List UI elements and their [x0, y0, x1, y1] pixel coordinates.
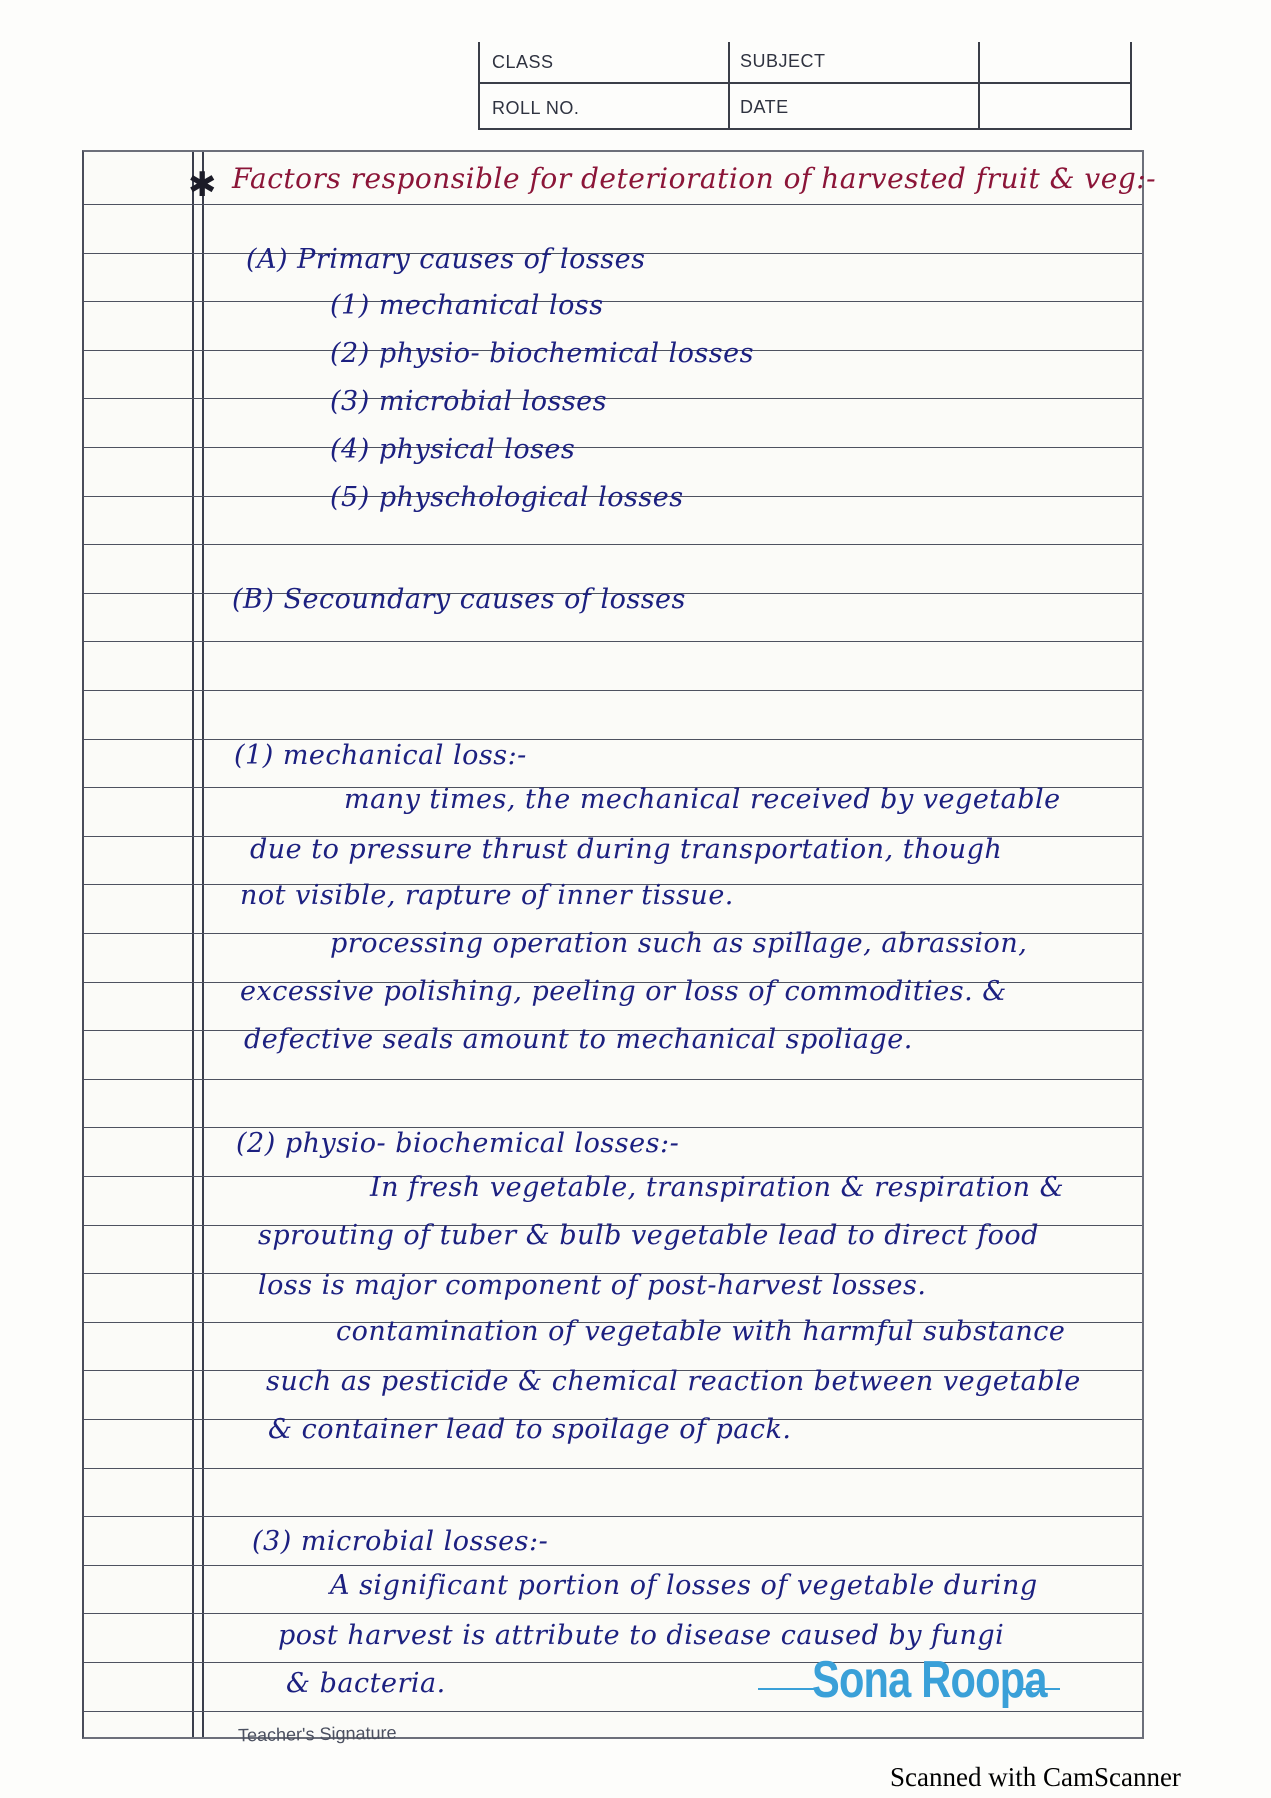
- signature-stamp: Sona Roopa: [812, 1651, 1047, 1709]
- header-divider: [978, 42, 980, 128]
- paragraph-line: & bacteria.: [286, 1668, 446, 1699]
- ruled-line: [84, 641, 1142, 642]
- stamp-rule: [1022, 1688, 1060, 1690]
- scanner-watermark: Scanned with CamScanner: [890, 1762, 1181, 1792]
- margin-line: [192, 152, 194, 1737]
- paragraph-line: post harvest is attribute to disease caused by fungi: [278, 1620, 1005, 1651]
- ruled-line: [84, 204, 1142, 205]
- list-item: (4) physical loses: [330, 434, 576, 465]
- ruled-line: [84, 1613, 1142, 1614]
- roll-number-label: ROLL NO.: [492, 98, 580, 118]
- ruled-line: [84, 447, 1142, 448]
- paragraph-line: loss is major component of post-harvest losses.: [258, 1270, 927, 1301]
- stamp-rule: [758, 1688, 814, 1690]
- header-divider: [480, 82, 1130, 84]
- ruled-line: [84, 301, 1142, 302]
- list-item: (2) physio- biochemical losses: [330, 338, 754, 369]
- list-item: (1) mechanical loss: [330, 290, 604, 321]
- date-label: DATE: [740, 97, 789, 117]
- subject-label: SUBJECT: [740, 51, 826, 71]
- section-heading-physio: (2) physio- biochemical losses:-: [236, 1128, 680, 1159]
- class-label: CLASS: [492, 52, 554, 72]
- margin-line: [202, 152, 204, 1737]
- ruled-line: [84, 1079, 1142, 1080]
- ruled-line: [84, 544, 1142, 545]
- paragraph-line: due to pressure thrust during transportation, though: [250, 834, 1003, 865]
- paragraph-line: In fresh vegetable, transpiration & respiration &: [370, 1172, 1065, 1203]
- header-box: [478, 42, 1132, 130]
- paragraph-line: processing operation such as spillage, abrassion,: [330, 928, 1028, 959]
- ruled-line: [84, 690, 1142, 691]
- section-heading-primary: (A) Primary causes of losses: [246, 244, 646, 275]
- ruled-line: [84, 1516, 1142, 1517]
- paragraph-line: sprouting of tuber & bulb vegetable lead to direct food: [258, 1220, 1039, 1251]
- paragraph-line: A significant portion of losses of vegetable during: [330, 1570, 1038, 1601]
- ruled-line: [84, 1468, 1142, 1469]
- section-heading-microbial: (3) microbial losses:-: [252, 1526, 549, 1557]
- header-divider: [728, 42, 730, 128]
- ruled-line: [84, 1565, 1142, 1566]
- list-item: (3) microbial losses: [330, 386, 608, 417]
- section-heading-secondary: (B) Secoundary causes of losses: [232, 584, 686, 615]
- teacher-signature-label: Teacher's Signature: [237, 1722, 397, 1746]
- paragraph-line: excessive polishing, peeling or loss of commodities. &: [240, 976, 1007, 1007]
- page-title: Factors responsible for deterioration of harvested fruit & veg:-: [232, 162, 1157, 195]
- paragraph-line: defective seals amount to mechanical spoliage.: [244, 1024, 913, 1055]
- section-heading-mechanical: (1) mechanical loss:-: [234, 740, 527, 771]
- paragraph-line: contamination of vegetable with harmful substance: [336, 1316, 1066, 1347]
- paragraph-line: such as pesticide & chemical reaction between vegetable: [266, 1366, 1081, 1397]
- ruled-line: [84, 398, 1142, 399]
- asterisk-icon: ✱: [188, 165, 217, 205]
- paragraph-line: many times, the mechanical received by vegetable: [344, 784, 1061, 815]
- paragraph-line: & container lead to spoilage of pack.: [268, 1414, 792, 1445]
- list-item: (5) physchological losses: [330, 482, 684, 513]
- ruled-line: [84, 1711, 1142, 1712]
- paragraph-line: not visible, rapture of inner tissue.: [240, 880, 734, 911]
